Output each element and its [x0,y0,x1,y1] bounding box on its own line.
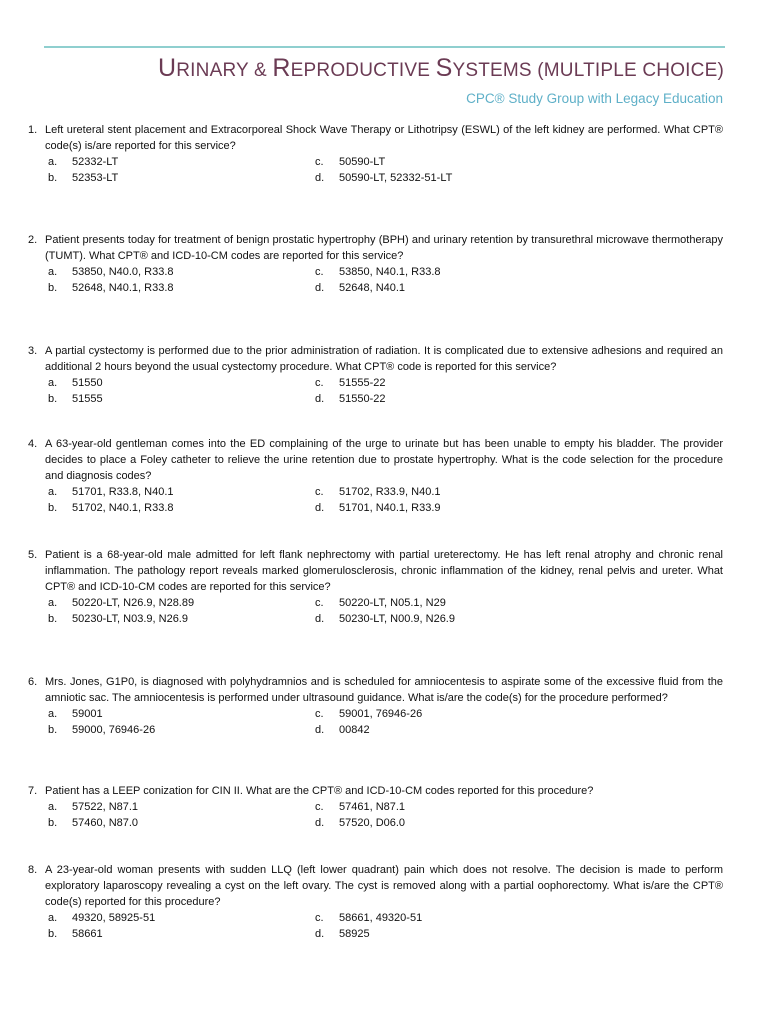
option-c [315,706,615,722]
question-text: Patient has a LEEP conization for CIN II. What are the CPT® and ICD-10-CM codes reported for this procedure? [45,785,594,797]
option-letter: b. [48,282,58,294]
question-number: 3. [28,345,38,357]
option-b [48,391,315,407]
question-number: 8. [28,864,38,876]
option-value: 58661 [72,928,103,940]
option-value: 00842 [339,724,370,736]
option-value: 49320, 58925-51 [72,912,156,924]
question-number: 1. [28,124,38,136]
option-a [48,595,315,611]
question-text: Left ureteral stent placement and Extracorporeal Shock Wave Therapy or Lithotripsy (ESWL) of the left kidney are performed. What CPT® code(s) is/are reported for this service? [45,124,723,152]
option-value: 53850, N40.0, R33.8 [72,266,174,278]
option-value: 51702, R33.9, N40.1 [339,486,441,498]
option-letter: a. [48,156,58,168]
option-value: 51555-22 [339,377,386,389]
option-value: 51550-22 [339,393,386,405]
option-a [48,484,315,500]
option-value: 52648, N40.1, R33.8 [72,282,174,294]
options [48,375,723,407]
option-b [48,280,315,296]
option-value: 50230-LT, N00.9, N26.9 [339,613,455,625]
options [48,799,723,831]
question-text: A partial cystectomy is performed due to the prior administration of radiation. It is complicated due to extensive adhesions and required an additional 2 hours beyond the usual cystectomy procedure. What CPT® code is reported for this service? [45,345,723,373]
option-value: 59001 [72,708,103,720]
option-letter: c. [315,486,324,498]
options [48,910,723,942]
option-letter: b. [48,502,58,514]
option-c [315,799,615,815]
option-b [48,170,315,186]
option-letter: b. [48,172,58,184]
option-value: 57522, N87.1 [72,801,139,813]
question-number: 2. [28,234,38,246]
option-a [48,799,315,815]
header-rule [44,46,725,48]
option-letter: c. [315,597,324,609]
option-value: 52353-LT [72,172,119,184]
option-value: 50590-LT [339,156,386,168]
question-number: 7. [28,785,38,797]
option-d [315,926,615,942]
option-letter: d. [315,282,325,294]
option-value: 59000, 76946-26 [72,724,156,736]
option-letter: d. [315,393,325,405]
title-part: R [272,54,291,82]
option-letter: b. [48,393,58,405]
question-text: A 63-year-old gentleman comes into the ED complaining of the urge to urinate but has been unable to empty his bladder. The provider decides to place a Foley catheter to relieve the urine retention due to prostate hypertrophy. What is the code selection for the procedure and diagnosis codes? [45,438,723,482]
option-b [48,926,315,942]
option-letter: c. [315,801,324,813]
option-letter: d. [315,613,325,625]
option-letter: d. [315,928,325,940]
question-text: Mrs. Jones, G1P0, is diagnosed with polyhydramnios and is scheduled for amniocentesis to aspirate some of the excessive fluid from the amniotic sac. The amniocentesis is performed under ultrasound guidance. What is/are the code(s) for the procedure performed? [45,676,723,704]
option-a [48,910,315,926]
option-a [48,154,315,170]
option-value: 57520, D06.0 [339,817,406,829]
title-part: RINARY & [176,60,273,81]
option-letter: a. [48,266,58,278]
question-text: Patient is a 68-year-old male admitted for left flank nephrectomy with partial ureterectomy. He has left renal atrophy and chronic renal inflammation. The pathology report reveals marked glomerulosclerosis, chronic inflammation of the kidney, renal pelvis and ureter. What CPT® and ICD-10-CM codes are reported for this service? [45,549,723,593]
options [48,484,723,516]
option-b [48,722,315,738]
option-letter: a. [48,486,58,498]
option-letter: d. [315,724,325,736]
option-letter: d. [315,502,325,514]
option-letter: b. [48,817,58,829]
option-letter: c. [315,708,324,720]
option-d [315,611,615,627]
question-4 [28,436,723,516]
option-d [315,280,615,296]
option-c [315,264,615,280]
question-text: A 23-year-old woman presents with sudden LLQ (left lower quadrant) pain which does not resolve. The decision is made to perform exploratory laparoscopy revealing a cyst on the left ovary. The cyst is removed along with a partial oophorectomy. What is/are the CPT® code(s) reported for this procedure? [45,864,723,908]
question-7 [28,783,723,831]
option-value: 57460, N87.0 [72,817,139,829]
title-part: YSTEMS (MULTIPLE CHOICE) [452,60,724,81]
option-value: 50220-LT, N26.9, N28.89 [72,597,195,609]
option-c [315,375,615,391]
option-value: 58661, 49320-51 [339,912,423,924]
option-c [315,484,615,500]
option-letter: c. [315,156,324,168]
page-title [158,54,724,83]
title-part: EPRODUCTIVE [290,60,436,81]
option-a [48,706,315,722]
option-b [48,815,315,831]
options [48,706,723,738]
question-number: 6. [28,676,38,688]
option-value: 51702, N40.1, R33.8 [72,502,174,514]
option-a [48,375,315,391]
question-3 [28,343,723,407]
option-value: 51701, N40.1, R33.9 [339,502,441,514]
option-c [315,154,615,170]
option-letter: a. [48,377,58,389]
options [48,154,723,186]
option-value: 57461, N87.1 [339,801,406,813]
option-letter: b. [48,928,58,940]
option-value: 50230-LT, N03.9, N26.9 [72,613,188,625]
option-letter: a. [48,912,58,924]
question-5 [28,547,723,627]
question-number: 4. [28,438,38,450]
option-letter: b. [48,724,58,736]
option-value: 59001, 76946-26 [339,708,423,720]
option-value: 53850, N40.1, R33.8 [339,266,441,278]
option-letter: c. [315,266,324,278]
question-1 [28,122,723,186]
option-c [315,595,615,611]
option-value: 51701, R33.8, N40.1 [72,486,174,498]
option-letter: b. [48,613,58,625]
option-letter: a. [48,708,58,720]
option-value: 58925 [339,928,370,940]
option-value: 50590-LT, 52332-51-LT [339,172,453,184]
option-d [315,722,615,738]
option-letter: a. [48,597,58,609]
option-letter: c. [315,377,324,389]
options [48,595,723,627]
question-2 [28,232,723,296]
option-value: 51555 [72,393,103,405]
option-b [48,500,315,516]
option-letter: d. [315,817,325,829]
option-b [48,611,315,627]
option-value: 51550 [72,377,103,389]
option-d [315,815,615,831]
option-value: 50220-LT, N05.1, N29 [339,597,446,609]
option-d [315,391,615,407]
option-letter: c. [315,912,324,924]
question-text: Patient presents today for treatment of benign prostatic hypertrophy (BPH) and urinary retention by transurethral microwave thermotherapy (TUMT). What CPT® and ICD-10-CM codes are reported for this service? [45,234,723,262]
option-value: 52648, N40.1 [339,282,406,294]
option-d [315,170,615,186]
option-d [315,500,615,516]
option-letter: a. [48,801,58,813]
title-part: U [157,54,177,82]
option-a [48,264,315,280]
page-subtitle: CPC® Study Group with Legacy Education [466,91,723,106]
option-c [315,910,615,926]
options [48,264,723,296]
option-value: 52332-LT [72,156,119,168]
question-number: 5. [28,549,38,561]
title-part: S [435,54,453,82]
question-6 [28,674,723,738]
question-8 [28,862,723,942]
option-letter: d. [315,172,325,184]
